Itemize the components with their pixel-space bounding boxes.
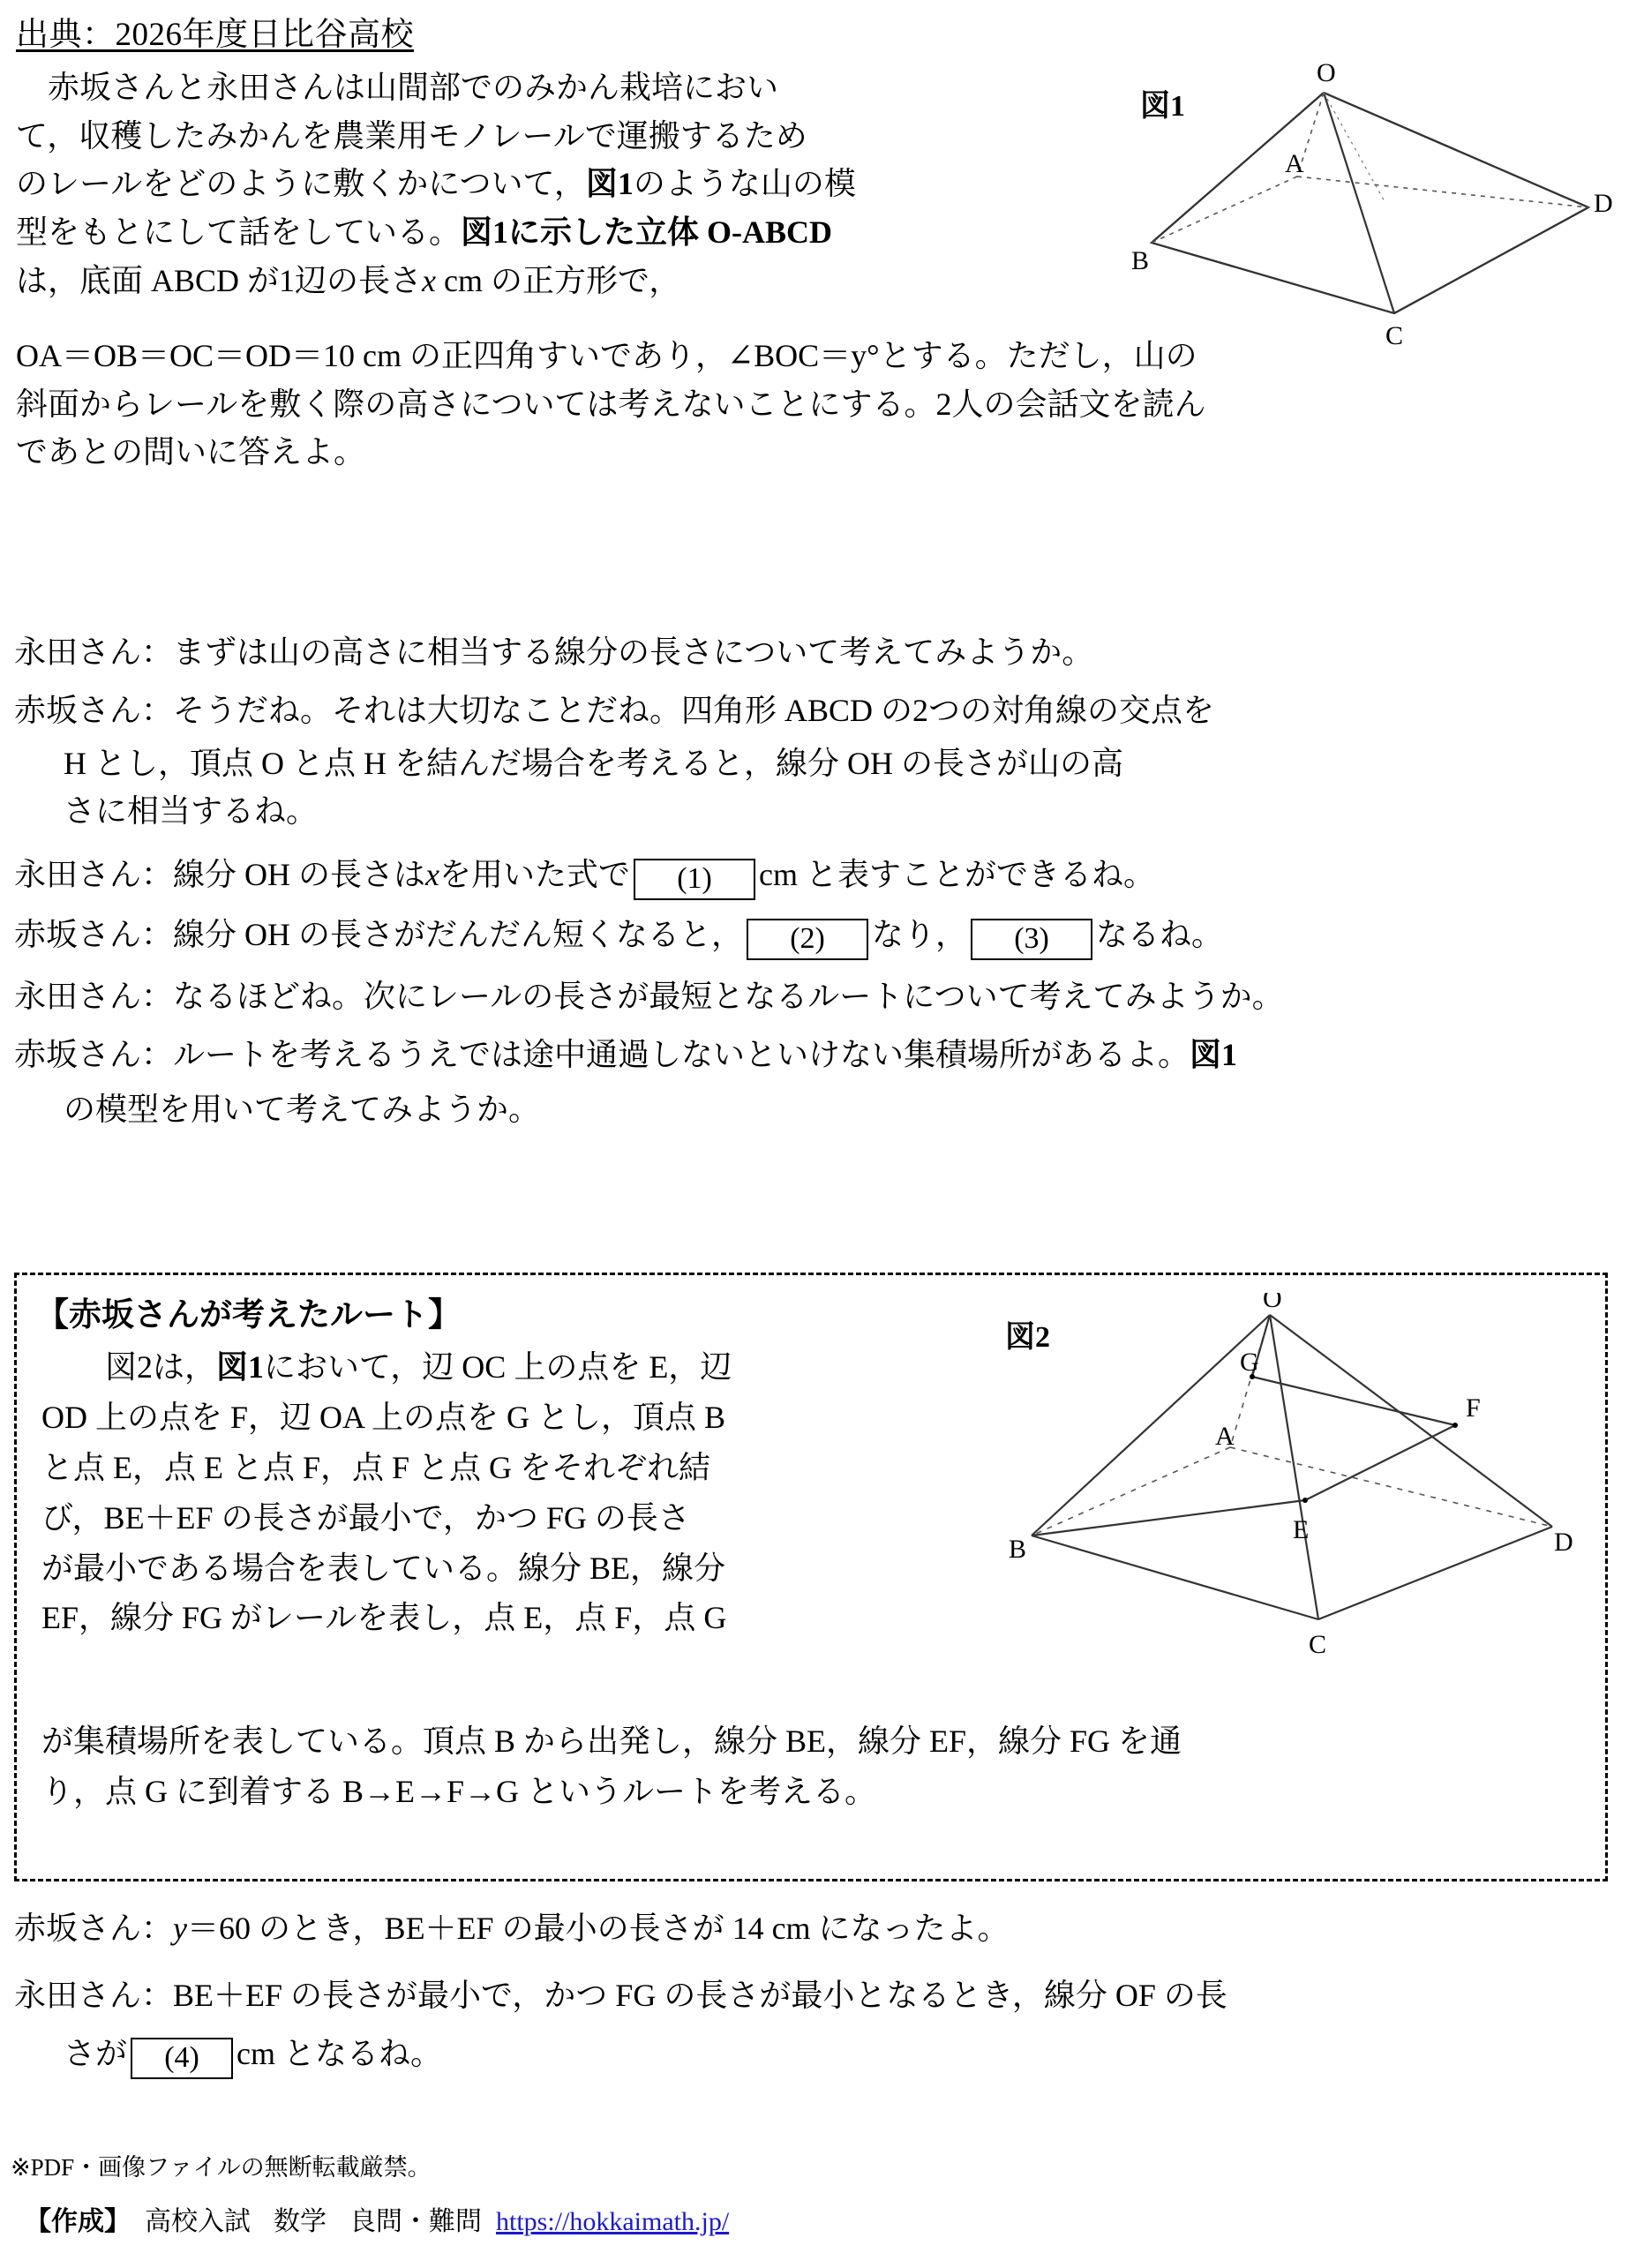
route-p4 [41, 1493, 959, 1543]
fig1-vertex-C: C [1385, 321, 1404, 350]
dialogue-line-akasaka-1-row2 [14, 740, 1611, 787]
dialogue-line-nagata-3 [14, 1971, 1611, 2079]
route-p8 [41, 1767, 1577, 1817]
route-p1a: 図2は， [41, 1349, 217, 1385]
dialogue-text: BE＋EF の長さが最小で，かつ FG の長さが最小となるとき，線分 OF の長 [173, 1978, 1227, 2013]
intro-line-2 [16, 112, 1119, 161]
figure-1 [1121, 62, 1615, 379]
dialogue-line-blank-23 [14, 911, 1611, 960]
dialogue-text [173, 851, 1611, 900]
fig1-vertex-A: A [1285, 149, 1304, 178]
dialogue-block-2 [14, 1904, 1611, 2079]
short-text-a: 線分 OH の長さがだんだん短くなると， [173, 917, 744, 953]
answer-blank-1[interactable]: (1) [634, 859, 755, 900]
nagata-text-a: さが [64, 2036, 128, 2071]
route-box [14, 1273, 1608, 1881]
dialogue-line-nagata-3-row1 [14, 1971, 1611, 2019]
route-p2-text: OD 上の点を F，辺 OA 上の点を G とし，頂点 B [41, 1399, 726, 1435]
akasaka-text-3: ＝60 のとき，BE＋EF の最小の長さが 14 cm になったよ。 [187, 1911, 1010, 1946]
route-p3-text: と点 E，点 E と点 F，点 F と点 G をそれぞれ結 [41, 1449, 711, 1485]
intro-paragraph [16, 64, 1119, 305]
fig1-vertex-B: B [1131, 246, 1150, 275]
oh-text-c: cm と表すことができるね。 [759, 857, 1155, 892]
intro-text-2: て，収穫したみかんを農業用モノレールで運搬するため [16, 117, 807, 154]
route-p2 [41, 1393, 959, 1443]
dialogue-text: まずは山の高さに相当する線分の長さについて考えてみようか。 [173, 635, 1094, 670]
oh-text-a: 線分 OH の長さは [173, 857, 426, 892]
route-intro-text-a: ルートを考えるうえでは途中通過しないといけない集積場所があるよ。 [173, 1037, 1190, 1073]
credit-text-3: 良問・難問 [349, 2207, 482, 2236]
fig2-vertex-B: B [1009, 1535, 1027, 1564]
intro-line-8 [16, 428, 1613, 477]
copyright-note: ※PDF・画像ファイルの無断転載厳禁。 [11, 2154, 432, 2181]
speaker-label: 永田さん： [14, 635, 174, 670]
speaker-label: 赤坂さん： [14, 693, 174, 728]
oh-var-x: x [425, 857, 439, 892]
answer-blank-4[interactable]: (4) [131, 2038, 233, 2079]
dialogue-text [173, 1031, 1611, 1078]
dialogue-line-akasaka-1-row1 [14, 687, 1611, 734]
dialogue-line-akasaka-2-row1 [14, 1031, 1611, 1078]
nagata-text-b: cm となるね。 [236, 2036, 442, 2071]
intro-text-8: であとの問いに答えよ。 [16, 434, 366, 470]
dialogue-text [173, 911, 1611, 960]
intro-text-6: OA＝OB＝OC＝OD＝10 cm の正四角すいであり，∠BOC＝y°とする。ただし，山の [16, 338, 1197, 373]
route-p8-text: り，点 G に到着する B→E→F→G というルートを考える。 [41, 1773, 877, 1809]
speaker-label: 永田さん： [14, 857, 174, 892]
answer-blank-2[interactable]: (2) [747, 919, 868, 960]
fig2-vertex-F: F [1466, 1393, 1481, 1423]
route-box-text-left [41, 1342, 959, 1643]
fig2-vertex-G: G [1240, 1348, 1259, 1377]
fig1-vertex-D: D [1594, 189, 1613, 218]
intro-text-3c: のような山の模 [633, 166, 856, 202]
route-box-text-wide [41, 1716, 1577, 1817]
route-p4-text: び，BE＋EF の長さが最小で，かつ FG の長さ [41, 1499, 690, 1536]
dialogue-line-nagata-3-row2 [14, 2030, 1611, 2079]
dialogue-text: なるほどね。次にレールの長さが最短となるルートについて考えてみようか。 [173, 979, 1284, 1015]
credit-link[interactable]: https://hokkaimath.jp/ [496, 2207, 730, 2236]
var-y: y [173, 1911, 187, 1946]
dialogue-line-akasaka-3 [14, 1904, 1611, 1952]
credit-label: 【作成】 [25, 2207, 131, 2236]
intro-line-4 [16, 208, 1119, 257]
dialogue-line-akasaka-2 [14, 1031, 1611, 1133]
intro-text-7: 斜面からレールを敷く際の高さについては考えないことにする。2人の会話文を読ん [16, 386, 1206, 422]
speaker-label: 永田さん： [14, 979, 174, 1015]
dialogue-text: そうだね。それは大切なことだね。四角形 ABCD の2つの対角線の交点を [173, 693, 1215, 728]
speaker-label: 赤坂さん： [14, 917, 174, 953]
short-text-b: なり， [872, 917, 968, 953]
route-p1c: において，辺 OC 上の点を E，辺 [264, 1349, 732, 1385]
intro-line-3 [16, 160, 1119, 208]
route-p5-text: が最小である場合を表している。線分 BE，線分 [41, 1550, 726, 1586]
dialogue-text-cont2: さに相当するね。 [64, 793, 319, 829]
dialogue-line-nagata-2 [14, 973, 1611, 1020]
dialogue-text [173, 1904, 1611, 1952]
route-p6 [41, 1593, 959, 1643]
route-intro-text-cont: の模型を用いて考えてみようか。 [64, 1092, 541, 1128]
route-p7 [41, 1716, 1577, 1767]
intro-text-1: 赤坂さんと永田さんは山間部でのみかん栽培におい [16, 70, 779, 105]
figure-1-svg [1121, 62, 1615, 379]
route-box-title: 【赤坂さんが考えたルート】 [36, 1297, 461, 1333]
route-p3 [41, 1443, 959, 1493]
fig2-vertex-E: E [1293, 1515, 1310, 1544]
route-p5 [41, 1543, 959, 1594]
intro-line-1 [16, 64, 1115, 112]
fig2-vertex-O: O [1263, 1293, 1282, 1313]
intro-fig1-ref-a: 図1 [585, 166, 634, 202]
speaker-label: 永田さん： [14, 1978, 174, 2013]
dialogue-line-akasaka-2-row2 [14, 1085, 1611, 1133]
fig1-vertex-O: O [1317, 62, 1336, 87]
short-text-c: なるね。 [1096, 917, 1224, 953]
dialogue-line-nagata-1 [14, 628, 1611, 676]
intro-text-3a: のレールをどのように敷くかについて， [16, 166, 586, 202]
route-p1 [41, 1342, 959, 1393]
intro-var-x: x [422, 262, 437, 298]
intro-line-7 [16, 380, 1613, 429]
dialogue-text-cont: H とし，頂点 O と点 H を結んだ場合を考えると，線分 OH の長さが山の高 [64, 746, 1123, 781]
intro-line-5 [16, 257, 1119, 305]
dialogue-line-akasaka-1-row3 [14, 787, 1611, 835]
route-p7-text: が集積場所を表している。頂点 B から出発し，線分 BE，線分 EF，線分 FG を通 [41, 1724, 1182, 1759]
intro-text-5c: cm の正方形で， [436, 262, 681, 298]
oh-text-b: を用いた式で [439, 857, 631, 892]
fig2-vertex-A: A [1215, 1422, 1235, 1451]
intro-fig1-ref-b: 図1 [461, 214, 509, 251]
intro-text-4c: に示した立体 O-ABCD [508, 214, 833, 251]
route-fig1-ref: 図1 [216, 1349, 265, 1385]
fig2-vertex-D: D [1554, 1528, 1573, 1557]
footer-credit [25, 2199, 729, 2238]
fig2-vertex-C: C [1309, 1630, 1327, 1659]
source-heading: 出典：2026年度日比谷高校 [16, 17, 414, 53]
route-intro-fig1-ref: 図1 [1190, 1037, 1238, 1073]
credit-text-2: 数学 [274, 2207, 327, 2236]
dialogue-line-akasaka-1 [14, 687, 1611, 835]
intro-text-4a: 型をもとにして話をしている。 [16, 214, 462, 251]
dialogue-block-1 [14, 628, 1611, 1133]
figure-2-svg [979, 1293, 1596, 1708]
figure-2 [979, 1293, 1596, 1708]
dialogue-line-blank-1 [14, 851, 1611, 900]
speaker-label: 赤坂さん： [14, 1911, 174, 1946]
figure-1-label: 図1 [1140, 90, 1185, 123]
speaker-label: 赤坂さん： [14, 1037, 174, 1073]
route-p6-text: EF，線分 FG がレールを表し，点 E，点 F，点 G [41, 1600, 727, 1636]
intro-text-5a: は，底面 ABCD が1辺の長さ [16, 262, 423, 298]
credit-text-1: 高校入試 [145, 2207, 251, 2236]
figure-2-label: 図2 [1005, 1321, 1050, 1354]
answer-blank-3[interactable]: (3) [971, 919, 1092, 960]
